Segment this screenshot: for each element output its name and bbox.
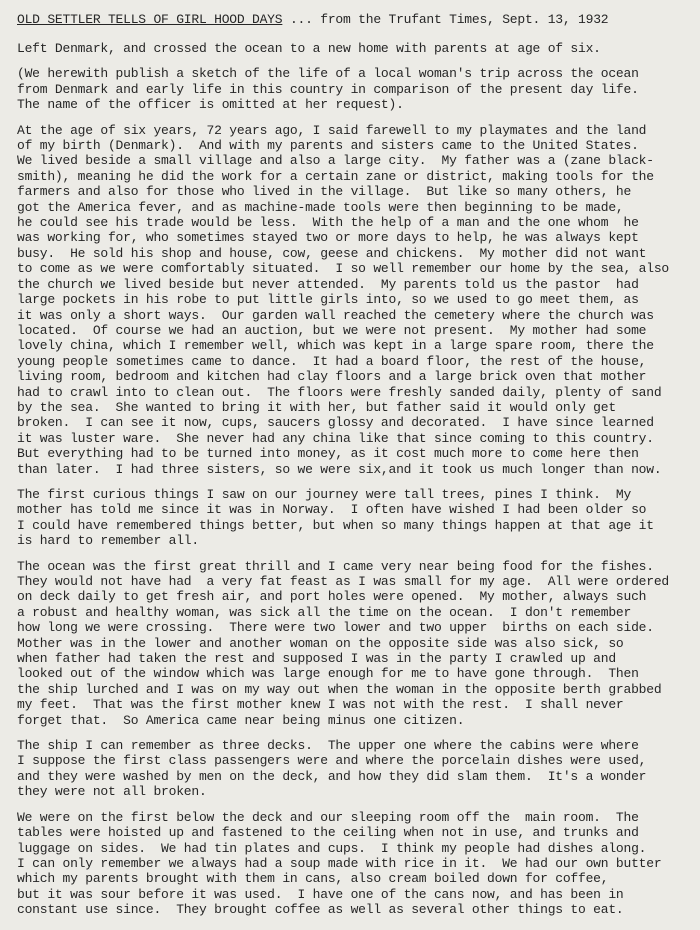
- text-line: Mother was in the lower and another woman on the opposite side was also sick, so: [17, 635, 624, 651]
- text-line: the church we lived beside but never attended. My parents told us the pastor had: [17, 276, 639, 292]
- text-line: broken. I can see it now, cups, saucers glossy and decorated. I have since learned: [17, 415, 654, 431]
- text-line: looked out of the window which was large enough for me to have gone through. Then: [17, 666, 639, 682]
- text-line: had to crawl into to clean out. The floors were freshly sanded daily, plenty of sand: [17, 384, 662, 400]
- text-line: mother has told me since it was in Norway. I often have wished I had been older so: [17, 502, 647, 518]
- text-line: We lived beside a small village and also a large city. My father was a (zane black-: [17, 153, 654, 169]
- text-line: large pockets in his robe to put little girls into, so we used to go meet them, as: [17, 292, 639, 308]
- text-line: At the age of six years, 72 years ago, I said farewell to my playmates and the land: [17, 122, 647, 138]
- text-line: located. Of course we had an auction, but we were not present. My mother had some: [17, 322, 647, 338]
- text-line: I can only remember we always had a soup made with rice in it. We had our own butter: [17, 855, 662, 871]
- text-line: I suppose the first class passengers were and where the porcelain dishes were used,: [17, 753, 647, 769]
- text-line: the ship lurched and I was on my way out when the woman in the opposite berth grabbed: [17, 681, 662, 697]
- text-line: how long we were crossing. There were two lower and two upper births on each side.: [17, 620, 654, 636]
- paragraph: [17, 810, 686, 918]
- text-line: got the America fever, and as machine-made tools were then beginning to be made,: [17, 199, 624, 215]
- text-line: but it was sour before it was used. I have one of the cans now, and has been in: [17, 886, 624, 902]
- text-line: young people sometimes came to dance. It had a board floor, the rest of the house,: [17, 353, 647, 369]
- text-line: he could see his trade would be less. With the help of a man and the one whom he: [17, 215, 639, 231]
- paragraph: [17, 66, 686, 112]
- paragraph: [17, 559, 686, 728]
- text-line: and they were washed by men on the deck, and how they did slam them. It's a wonder: [17, 768, 647, 784]
- text-line: busy. He sold his shop and house, cow, geese and chickens. My mother did not want: [17, 245, 647, 261]
- text-line: was working for, who sometimes stayed two or more days to help, he was always kept: [17, 230, 639, 246]
- article-body: [17, 41, 686, 918]
- article-title: OLD SETTLER TELLS OF GIRL HOOD DAYS: [17, 12, 283, 27]
- paragraph: [17, 738, 686, 800]
- text-line: constant use since. They brought coffee as well as several other things to eat.: [17, 902, 624, 918]
- text-line: which my parents brought with them in cans, also cream boiled down for coffee,: [17, 871, 609, 887]
- text-line: luggage on sides. We had tin plates and cups. I think my people had dishes along.: [17, 840, 647, 856]
- text-line: The ship I can remember as three decks. The upper one where the cabins were where: [17, 738, 639, 754]
- text-line: lovely china, which I remember well, which was kept in a large spare room, there the: [17, 338, 654, 354]
- paragraph: [17, 123, 686, 477]
- paragraph: [17, 487, 686, 549]
- text-line: The first curious things I saw on our journey were tall trees, pines I think. My: [17, 486, 632, 502]
- text-line: living room, bedroom and kitchen had clay floors and a large brick oven that mother: [17, 369, 647, 385]
- text-line: is hard to remember all.: [17, 533, 199, 549]
- article-source: ... from the Trufant Times, Sept. 13, 1932: [282, 12, 609, 27]
- headline: [17, 12, 686, 27]
- text-line: from Denmark and early life in this country in comparison of the present day life.: [17, 81, 639, 97]
- text-line: than later. I had three sisters, so we were six,and it took us much longer than now.: [17, 461, 662, 477]
- text-line: We were on the first below the deck and our sleeping room off the main room. The: [17, 809, 639, 825]
- text-line: it was luster ware. She never had any china like that since coming to this country.: [17, 430, 654, 446]
- text-line: The name of the officer is omitted at her request).: [17, 97, 404, 113]
- text-line: The ocean was the first great thrill and I came very near being food for the fishes.: [17, 558, 654, 574]
- text-line: by the sea. She wanted to bring it with her, but father said it would only get: [17, 399, 616, 415]
- text-line: But everything had to be turned into money, as it cost much more to come here then: [17, 446, 639, 462]
- text-line: of my birth (Denmark). And with my parents and sisters came to the United States.: [17, 138, 639, 154]
- paragraph: [17, 41, 686, 56]
- text-line: my feet. That was the first mother knew I was not with the rest. I shall never: [17, 697, 624, 713]
- text-line: They would not have had a very fat feast as I was small for my age. All were ordered: [17, 574, 669, 589]
- text-line: Left Denmark, and crossed the ocean to a new home with parents at age of six.: [17, 41, 601, 56]
- text-line: tables were hoisted up and fastened to the ceiling when not in use, and trunks and: [17, 825, 639, 841]
- text-line: forget that. So America came near being minus one citizen.: [17, 712, 465, 728]
- text-line: smith), meaning he did the work for a certain zane or district, making tools for the: [17, 168, 654, 184]
- text-line: a robust and healthy woman, was sick all the time on the ocean. I don't remember: [17, 604, 632, 620]
- text-line: on deck daily to get fresh air, and port holes were opened. My mother, always such: [17, 589, 647, 605]
- text-line: they were not all broken.: [17, 784, 207, 800]
- text-line: to come as we were comfortably situated. I so well remember our home by the sea, also: [17, 261, 669, 277]
- text-line: farmers and also for those who lived in the village. But like so many others, he: [17, 184, 632, 200]
- text-line: I could have remembered things better, but when so many things happen at that age it: [17, 517, 654, 533]
- text-line: when father had taken the rest and supposed I was in the party I crawled up and: [17, 651, 616, 667]
- text-line: (We herewith publish a sketch of the life of a local woman's trip across the ocean: [17, 66, 639, 82]
- text-line: it was only a short ways. Our garden wall reached the cemetery where the church was: [17, 307, 654, 323]
